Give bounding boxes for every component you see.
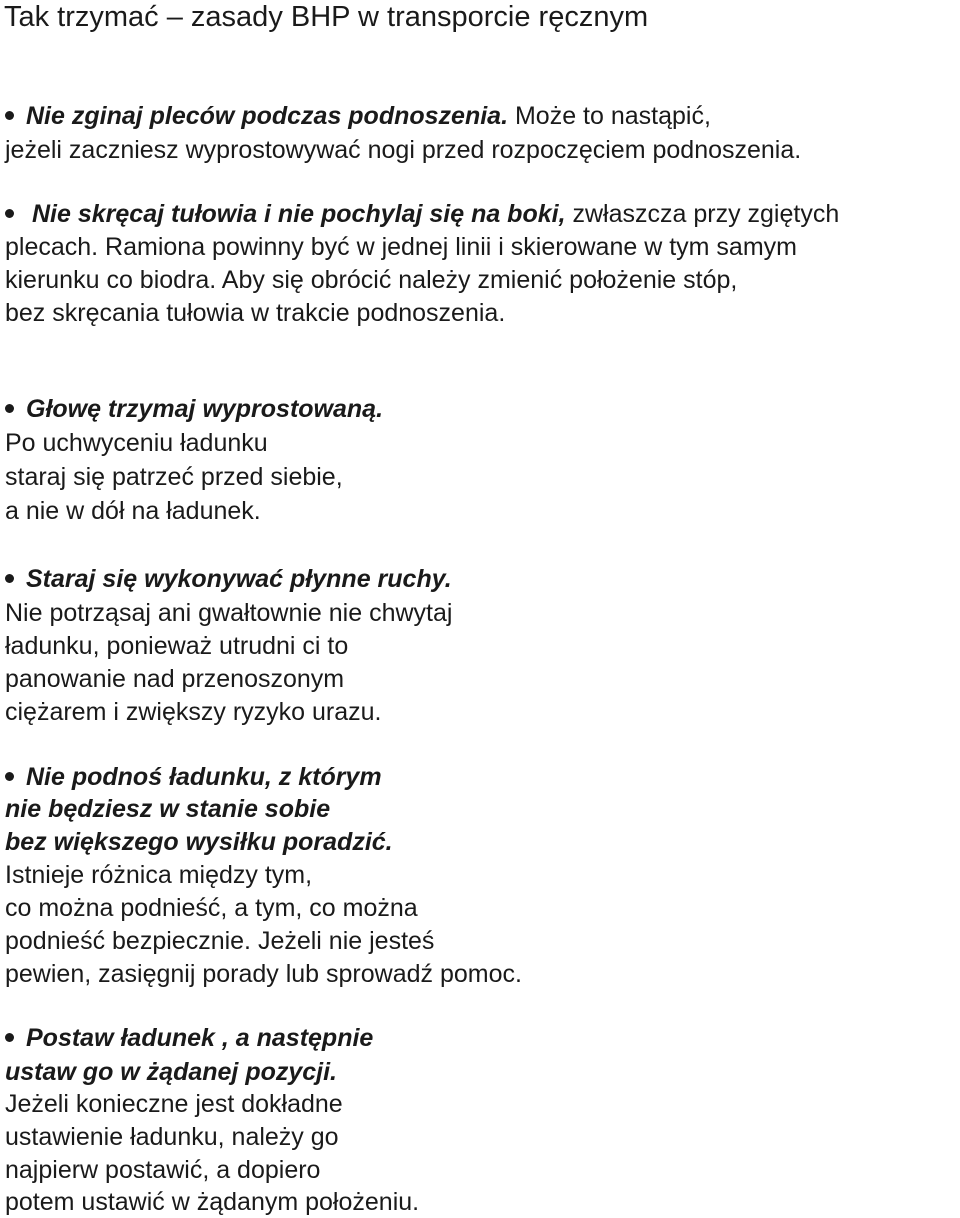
section-3-text: Po uchwyceniu ładunku (5, 429, 268, 457)
bullet-icon (5, 209, 14, 218)
bullet-icon (5, 404, 14, 413)
section-5-line-1 (5, 761, 382, 793)
bullet-icon (5, 1033, 14, 1042)
section-5-heading: bez większego wysiłku poradzić. (5, 828, 393, 856)
section-5-heading: Nie podnoś ładunku, z którym (26, 763, 382, 791)
section-6-text: najpierw postawić, a dopiero (5, 1156, 321, 1184)
section-6-heading: Postaw ładunek , a następnie (26, 1024, 374, 1052)
section-5-text: Istnieje różnica między tym, (5, 861, 313, 889)
section-5-heading: nie będziesz w stanie sobie (5, 795, 331, 823)
section-5-text: pewien, zasięgnij porady lub sprowadź pomoc. (5, 960, 522, 988)
section-2-text: kierunku co biodra. Aby się obrócić należy zmienić położenie stóp, (5, 266, 738, 294)
section-4-text: ciężarem i zwiększy ryzyko urazu. (5, 698, 382, 726)
section-6-heading: ustaw go w żądanej pozycji. (5, 1058, 338, 1086)
bullet-icon (5, 772, 14, 781)
section-3-heading: Głowę trzymaj wyprostowaną. (26, 395, 384, 423)
section-4-text: panowanie nad przenoszonym (5, 665, 345, 693)
section-4-line-1 (5, 563, 452, 595)
section-2-text: plecach. Ramiona powinny być w jednej linii i skierowane w tym samym (5, 233, 797, 261)
section-6-text: Jeżeli konieczne jest dokładne (5, 1090, 343, 1118)
bullet-icon (5, 111, 14, 120)
section-3-line-1 (5, 393, 383, 425)
section-6-line-1 (5, 1022, 373, 1054)
section-1-text: Może to nastąpić, (508, 102, 711, 130)
section-6-text: potem ustawić w żądanym położeniu. (5, 1188, 420, 1216)
section-5-text: podnieść bezpiecznie. Jeżeli nie jesteś (5, 927, 435, 955)
section-1-heading: Nie zginaj pleców podczas podnoszenia. (26, 102, 509, 130)
section-5-text: co można podnieść, a tym, co można (5, 894, 418, 922)
section-2-line-1 (5, 198, 839, 230)
section-3-text: a nie w dół na ładunek. (5, 497, 261, 525)
section-2-text: zwłaszcza przy zgiętych (565, 200, 840, 228)
section-3-text: staraj się patrzeć przed siebie, (5, 463, 343, 491)
page-title: Tak trzymać – zasady BHP w transporcie ręcznym (4, 1, 649, 33)
bullet-icon (5, 574, 14, 583)
section-4-text: ładunku, ponieważ utrudni ci to (5, 632, 349, 660)
section-4-heading: Staraj się wykonywać płynne ruchy. (26, 565, 452, 593)
section-4-text: Nie potrząsaj ani gwałtownie nie chwytaj (5, 599, 453, 627)
section-1-text: jeżeli zaczniesz wyprostowywać nogi przed rozpoczęciem podnoszenia. (5, 136, 802, 164)
section-1-line-1 (5, 100, 711, 132)
section-2-text: bez skręcania tułowia w trakcie podnoszenia. (5, 299, 506, 327)
section-2-heading: Nie skręcaj tułowia i nie pochylaj się na boki, (32, 200, 566, 228)
section-6-text: ustawienie ładunku, należy go (5, 1123, 339, 1151)
